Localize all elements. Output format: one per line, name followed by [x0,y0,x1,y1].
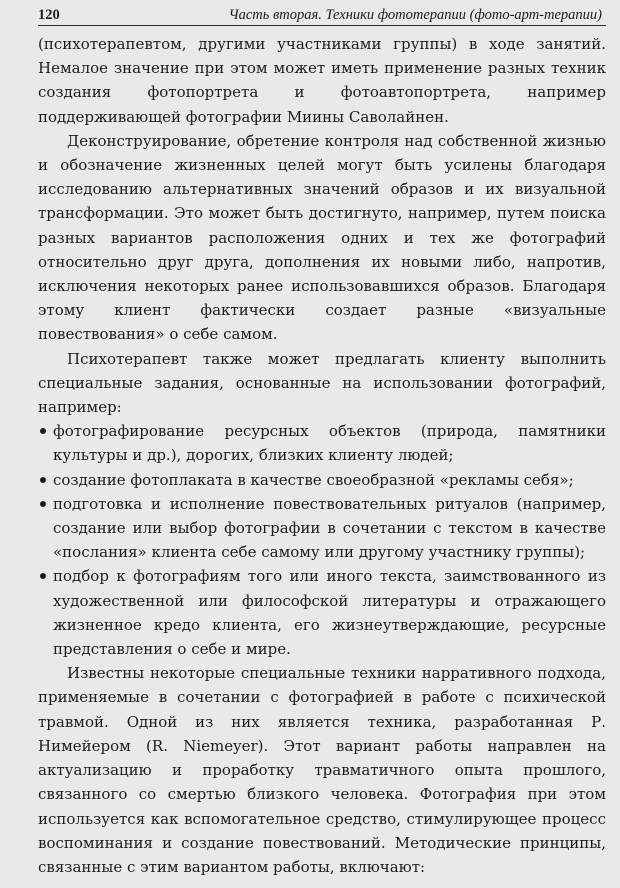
paragraph: Известны некоторые специальные техники нарративного подхода, применяемые в сочетании с фотографией в работе с психической травмой. Одной из них является техника, разработанная Р. Нимейером (R. Niemeyer). Этот вариант работы направлен на актуализацию и проработку травматичного опыта прошлого, связанного со смертью близкого человека. Фотография при этом используется как вспомогательное средство, стимулирующее процесс воспоминания и создание повествований. Методические принципы, связанные с этим вариантом работы, включают: [38,664,606,876]
bullet-item: создание фотоплаката в качестве своеобразной «рекламы себя»; [38,468,606,492]
bullet-item: фотографирование ресурсных объектов (природа, памятники культуры и др.), дорогих, близких клиенту людей; [38,419,606,467]
running-title: Часть вторая. Техники фототерапии (фото-арт-терапии) [228,6,602,23]
paragraphs-bottom [38,661,606,879]
body-text [38,32,606,879]
page-number: 120 [38,6,60,23]
bullet-list [38,419,606,661]
bullet-item: подбор к фотографиям того или иного текста, заимствованного из художественной или философской литературы и отражающего жизненное кредо клиента, его жизнеутверждающие, ресурсные представления о себе и мире. [38,564,606,661]
paragraphs-top [38,32,606,419]
paragraph: Деконструирование, обретение контроля над собственной жизнью и обозначение жизненных целей могут быть усилены благодаря исследованию альтернативных значений образов и их визуальной трансформации. Это может быть достигнуто, например, путем поиска разных вариантов расположения одних и тех же фотографий относительно друг друга, дополнения их новыми либо, напротив, исключения некоторых ранее использовавшихся образов. Благодаря этому клиент фактически создает разные «визуальные повествования» о себе самом. [38,131,606,344]
paragraph: Психотерапевт также может предлагать клиенту выполнить специальные задания, основанные на использовании фотографий, например: [38,349,606,417]
paragraph: (психотерапевтом, другими участниками группы) в ходе занятий. Немалое значение при этом может иметь применение разных техник создания фотопортрета и фотоавтопортрета, например поддерживающей фотографии Миины Саволайнен. [38,35,606,126]
bullet-item: подготовка и исполнение повествовательных ритуалов (например, создание или выбор фотографии в сочетании с текстом в качестве «послания» клиента себе самому или другому участнику группы); [38,492,606,565]
page-header [38,0,606,26]
